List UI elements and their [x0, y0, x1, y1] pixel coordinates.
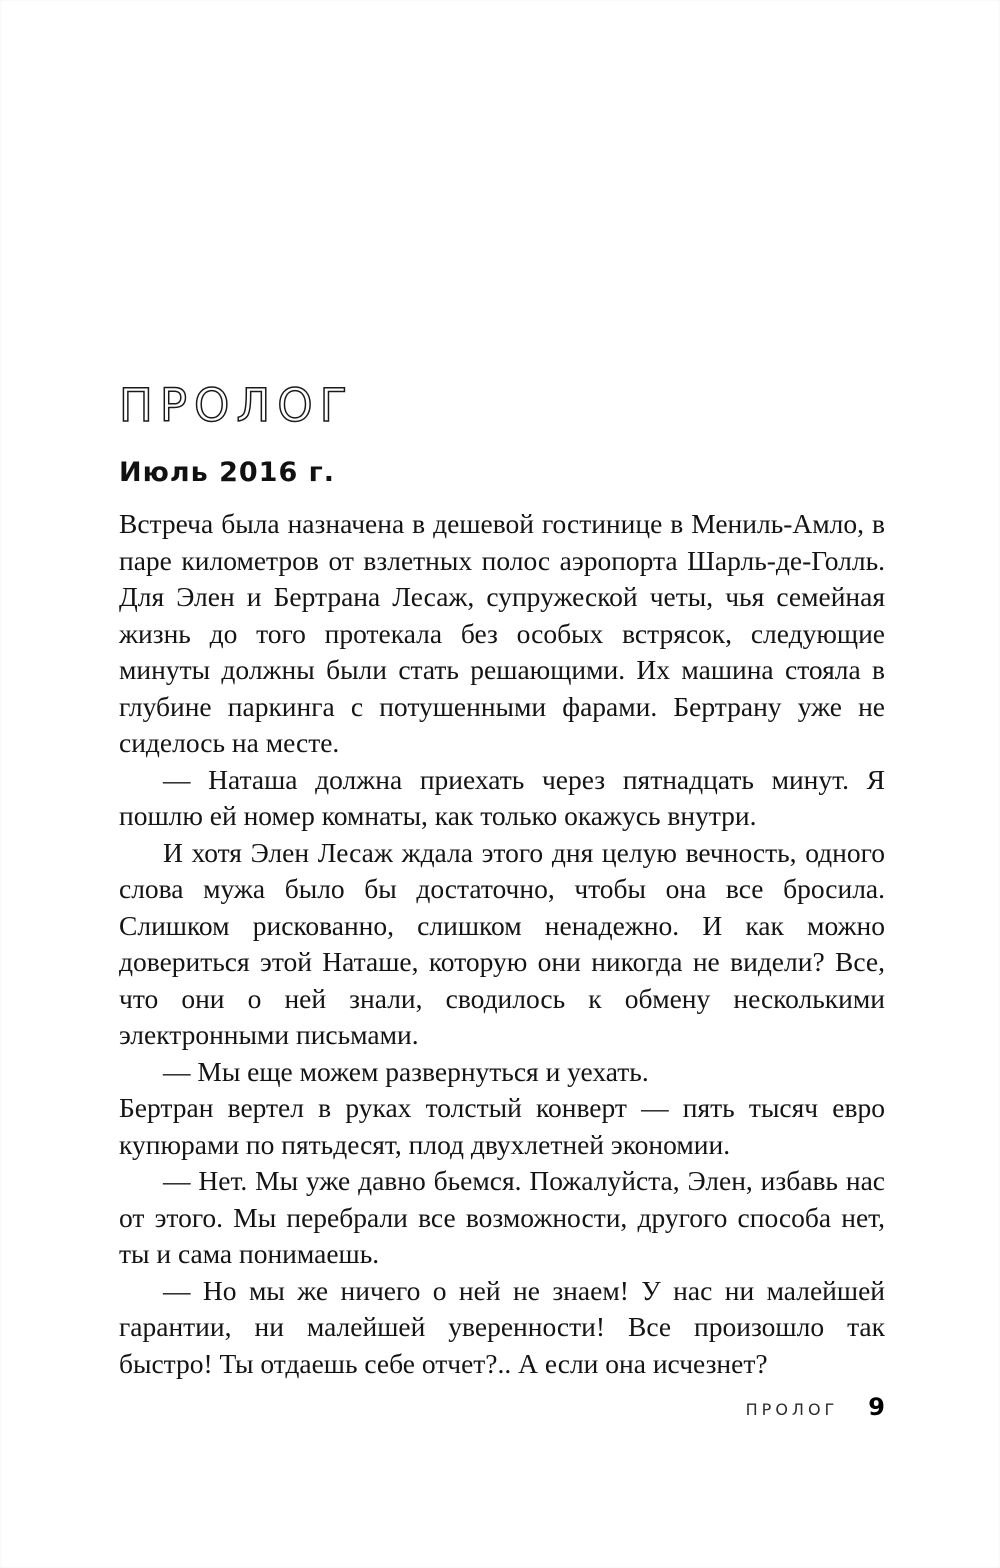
- body-paragraph: Бертран вертел в руках толстый конверт — пять тысяч евро купюрами по пятьдесят, плод двухлетней экономии.: [119, 1092, 885, 1160]
- page-footer: [119, 1393, 885, 1421]
- date-subtitle: Июль 2016 г.: [119, 457, 336, 488]
- chapter-title: ПРОЛОГ: [119, 379, 355, 432]
- body-text: [119, 506, 885, 1382]
- body-paragraph: И хотя Элен Лесаж ждала этого дня целую вечность, одного слова мужа было бы достаточно, чтобы она все бросила. Слишком рискованно, слишком ненадежно. И как можно довериться этой Наташе, которую они никогда не видели? Все, что они о ней знали, сводилось к обмену несколькими электронными письмами.: [119, 836, 885, 1050]
- body-paragraph: — Мы еще можем развернуться и уехать.: [163, 1055, 649, 1087]
- body-paragraph: Встреча была назначена в дешевой гостинице в Мениль-Амло, в паре километров от взлетных полос аэропорта Шарль-де-Голль. Для Элен и Бертрана Лесаж, супружеской четы, чья семейная жизнь до того протекала без особых встрясок, следующие минуты должны были стать решающими. Их машина стояла в глубине паркинга с потушенными фарами. Бертрану уже не сиделось на месте.: [119, 508, 885, 758]
- body-paragraph: — Нет. Мы уже давно бьемся. Пожалуйста, Элен, избавь нас от этого. Мы перебрали все возможности, другого способа нет, ты и сама понимаешь.: [119, 1165, 885, 1269]
- page-number: 9: [868, 1393, 885, 1421]
- body-paragraph: — Но мы же ничего о ней не знаем! У нас ни малейшей гарантии, ни малейшей уверенности! Все произошло так быстро! Ты отдаешь себе отчет?.. А если она исчезнет?: [119, 1274, 885, 1379]
- body-paragraph: — Наташа должна приехать через пятнадцать минут. Я пошлю ей номер комнаты, как только окажусь внутри.: [119, 763, 885, 831]
- running-footer-title: ПРОЛОГ: [745, 1400, 839, 1419]
